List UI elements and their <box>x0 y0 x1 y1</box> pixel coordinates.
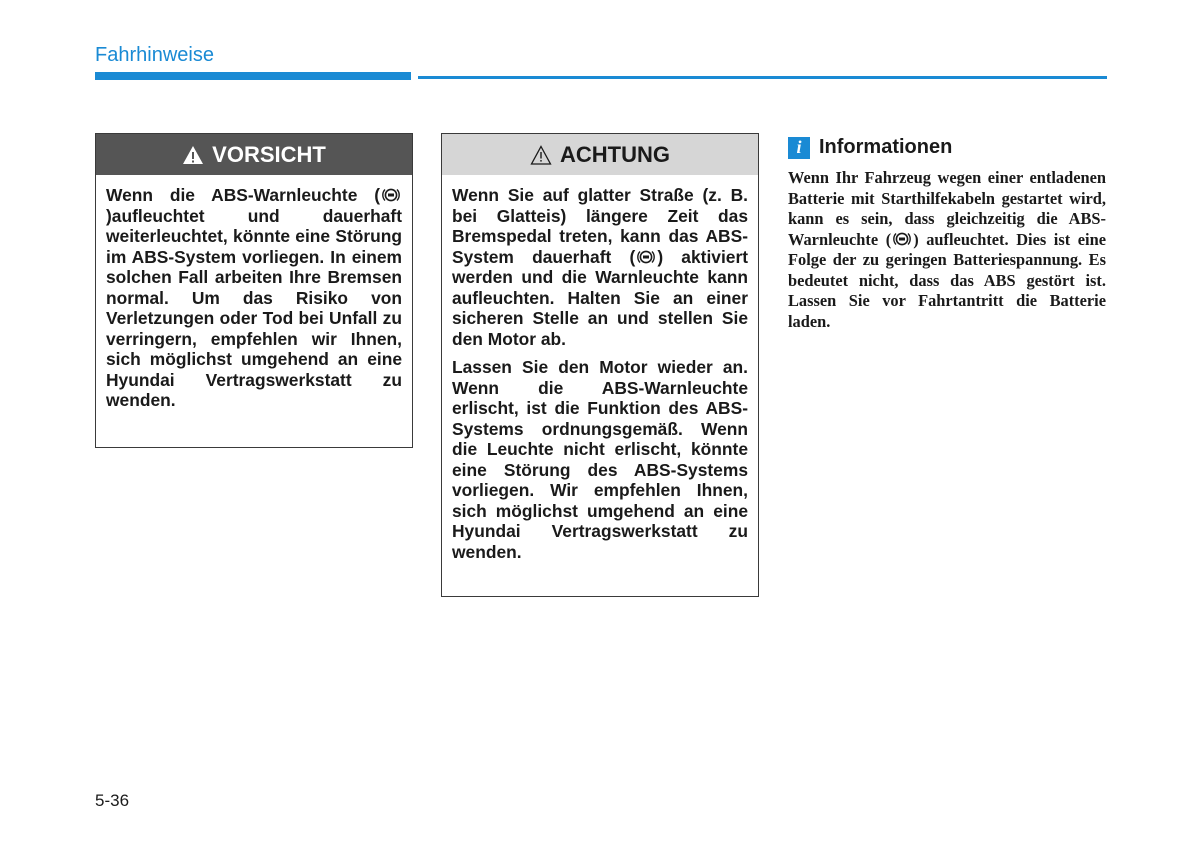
vorsicht-body <box>96 175 412 423</box>
page-number: 5-36 <box>95 791 130 810</box>
vorsicht-text-rest: )aufleuchtet und dauerhaft weiterleuchtet, könnte eine Störung im ABS-System vorliegen. In einem solchen Fall arbeiten Ihre Bremsen normal. Um das Risiko von Verletzungen oder Tod bei Unfall zu verringern, empfehlen wir Ihnen, sich möglichst umgehend an eine Hyundai Vertragswerkstatt zu wenden. <box>106 205 402 410</box>
achtung-title: ACHTUNG <box>560 141 670 167</box>
info-title: Informationen <box>819 136 953 158</box>
vorsicht-header <box>96 134 412 175</box>
info-header <box>788 136 952 159</box>
header-rule-thick <box>95 72 411 80</box>
section-title: Fahrhinweise <box>95 44 214 66</box>
achtung-header <box>442 134 758 175</box>
info-text-start: Wenn Ihr Fahrzeug wegen einer entladenen Batterie mit Starthilfekabeln gestartet wird, kann es sein, dass gleichzeitig die ABS-Warnleuchte ( <box>788 168 1106 249</box>
vorsicht-title: VORSICHT <box>212 141 326 167</box>
vorsicht-text: Wenn die ABS-Warnleuchte ()aufleuchtet und dauerhaft weiterleuchtet, könnte eine Störung im ABS-System vorliegen. In einem solchen Fall arbeiten Ihre Bremsen normal. Um das Risiko von Verletzungen oder Tod bei Unfall zu verringern, empfehlen wir Ihnen, sich möglichst umgehend an eine Hyundai Vertragswerkstatt zu wenden. <box>106 185 402 410</box>
vorsicht-box <box>95 133 413 448</box>
warning-triangle-icon <box>182 145 204 165</box>
achtung-p1-end: ) aktiviert werden und die Warnleuchte kann aufleuchten. Halten Sie an einer sicheren Stelle an und stellen Sie den Motor ab. <box>452 246 749 349</box>
info-icon: i <box>788 137 810 159</box>
abs-warning-light-icon <box>637 249 655 265</box>
achtung-body <box>442 175 758 574</box>
header-rule-thin <box>418 76 1107 79</box>
info-text-end: ) aufleuchtet. Dies ist eine Folge der zu geringen Batteriespannung. Es bedeutet nicht, dass das ABS gestört ist. Lassen Sie vor Fahrtantritt die Batterie laden. <box>788 229 1106 331</box>
abs-warning-light-icon <box>893 231 911 247</box>
achtung-p1-start: Wenn Sie auf glatter Straße (z. B. bei Glatteis) längere Zeit das Bremspedal treten, kann das ABS-System dauerhaft ( <box>452 185 748 267</box>
warning-triangle-icon <box>530 145 552 165</box>
vorsicht-line1: Wenn die ABS-Warnleuchte <box>106 185 358 205</box>
achtung-paragraph-1 <box>452 185 748 349</box>
achtung-paragraph-2: Lassen Sie den Motor wieder an. Wenn die ABS-Warnleuchte erlischt, ist die Funktion des ABS-Systems ordnungsgemäß. Wenn die Leuchte nicht erlischt, könnte eine Störung des ABS-Systems vorliegen. Wir empfehlen Ihnen, sich möglichst umgehend an eine Hyundai Vertragswerkstatt zu wenden. <box>452 357 748 562</box>
abs-warning-light-icon <box>382 187 400 203</box>
achtung-box <box>441 133 759 597</box>
info-body <box>788 168 1106 332</box>
info-paragraph <box>788 168 1106 332</box>
